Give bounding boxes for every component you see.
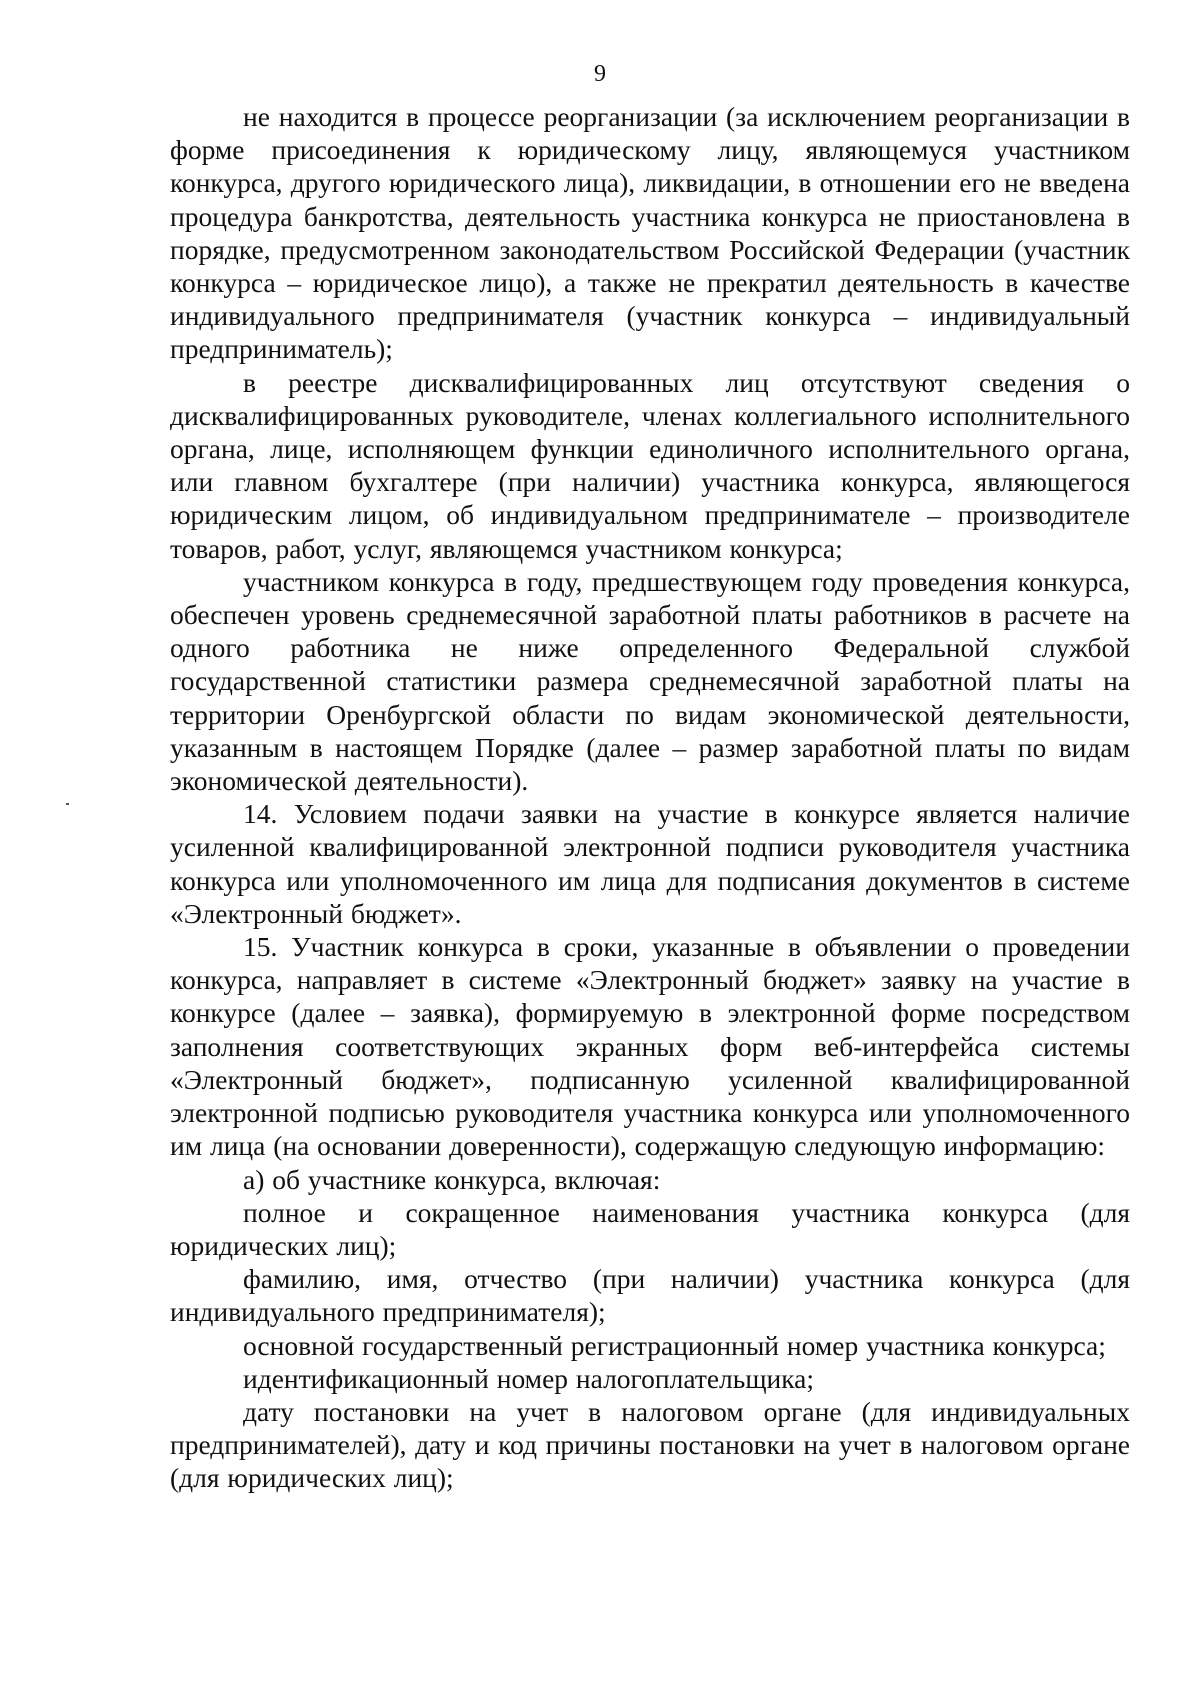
- paragraph-ogrn: основной государственный регистрационный номер участника конкурса;: [243, 1329, 1106, 1361]
- paragraph-tax-registration: дату постановки на учет в налоговом органе (для индивидуальных предпринимателей), дату и код причины постановки на учет в налоговом органе (для юридических лиц);: [170, 1395, 1130, 1494]
- paragraph-person-name: фамилию, имя, отчество (при наличии) участника конкурса (для индивидуального предпринимателя);: [170, 1263, 1130, 1328]
- paragraph-item-15: 15. Участник конкурса в сроки, указанные в объявлении о проведении конкурса, направляет в системе «Электронный бюджет» заявку на участие в конкурсе (далее – заявка), формируемую в электронной форме посредством заполнения соответствующих экранных форм веб-интерфейса системы «Электронный бюджет», подписанную усиленной квалифицированной электронной подписью руководителя участника конкурса или уполномоченного им лица (на основании доверенности), содержащую следующую информацию:: [170, 931, 1130, 1162]
- paragraph-item-14: 14. Условием подачи заявки на участие в конкурсе является наличие усиленной квалифицированной электронной подписи руководителя участника конкурса или уполномоченного им лица для подписания документов в системе «Электронный бюджет».: [170, 798, 1130, 929]
- paragraph-average-salary: участником конкурса в году, предшествующем году проведения конкурса, обеспечен уровень среднемесячной заработной платы работников в расчете на одного работника не ниже определенного Федеральной службой государственной статистики размера среднемесячной заработной платы на территории Оренбургской области по видам экономической деятельности, указанным в настоящем Порядке (далее – размер заработной платы по видам экономической деятельности).: [170, 565, 1130, 797]
- paragraph-disqualified-registry: в реестре дисквалифицированных лиц отсутствуют сведения о дисквалифицированных руководителе, членах коллегиального исполнительного органа, лице, исполняющем функции единоличного исполнительного органа, или главном бухгалтере (при наличии) участника конкурса, являющегося юридическим лицом, об индивидуальном предпринимателе – производителе товаров, работ, услуг, являющемся участником конкурса;: [170, 366, 1130, 564]
- page-number: 9: [594, 61, 606, 87]
- paragraph-subitem-a: а) об участнике конкурса, включая:: [243, 1163, 661, 1195]
- paragraph-full-name: полное и сокращенное наименования участника конкурса (для юридических лиц);: [170, 1196, 1130, 1261]
- document-body: [170, 100, 1130, 1495]
- scan-speck: [66, 803, 69, 805]
- paragraph-reorganization: не находится в процессе реорганизации (за исключением реорганизации в форме присоединения к юридическому лицу, являющемуся участником конкурса, другого юридического лица), ликвидации, в отношении его не введена процедура банкротства, деятельность участника конкурса не приостановлена в порядке, предусмотренном законодательством Российской Федерации (участник конкурса – юридическое лицо), а также не прекратил деятельность в качестве индивидуального предпринимателя (участник конкурса – индивидуальный предприниматель);: [170, 101, 1130, 365]
- paragraph-inn: идентификационный номер налогоплательщика;: [243, 1362, 815, 1394]
